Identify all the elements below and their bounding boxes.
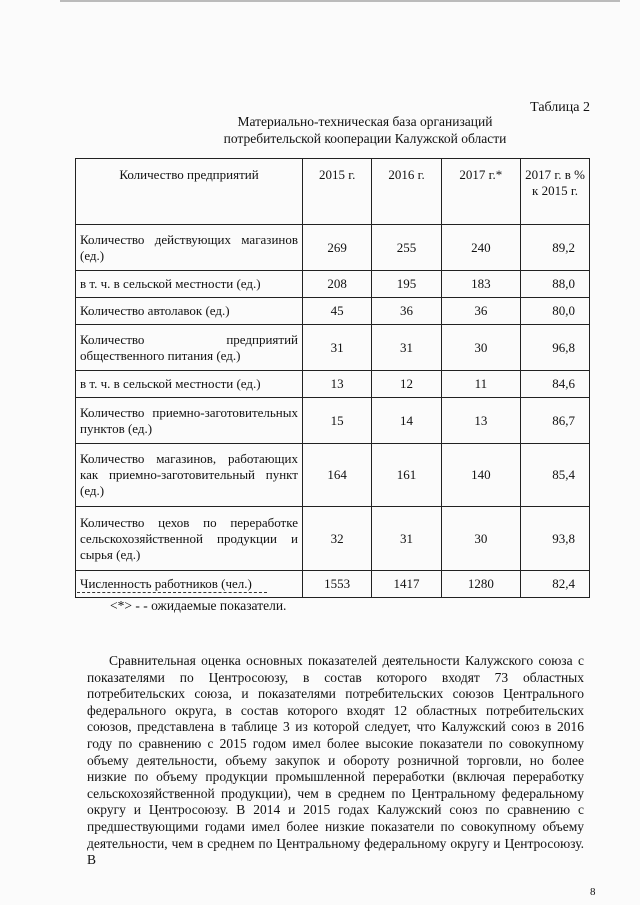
footnote-divider [77,592,267,593]
row-label: Численность работников (чел.) [76,571,303,598]
table-row [76,371,590,398]
value-2016: 31 [372,325,441,371]
value-2017: 13 [441,398,520,444]
value-2015: 13 [303,371,372,398]
value-2016: 36 [372,298,441,325]
table-row [76,571,590,598]
table-title-line: потребительской кооперации Калужской области [223,131,507,146]
row-label: Количество предприятий общественного питания (ед.) [76,325,303,371]
value-percent: 93,8 [521,507,590,571]
table-row [76,444,590,507]
row-label: в т. ч. в сельской местности (ед.) [76,271,303,298]
table-row [76,398,590,444]
value-2015: 269 [303,225,372,271]
value-percent: 82,4 [521,571,590,598]
value-2015: 45 [303,298,372,325]
table-row [76,507,590,571]
value-percent: 88,0 [521,271,590,298]
row-label: Количество автолавок (ед.) [76,298,303,325]
value-2017: 30 [441,325,520,371]
value-percent: 85,4 [521,444,590,507]
column-header-percent: 2017 г. в % к 2015 г. [521,159,590,225]
value-2015: 1553 [303,571,372,598]
table-header-row [76,159,590,225]
value-2017: 140 [441,444,520,507]
value-2016: 31 [372,507,441,571]
value-percent: 89,2 [521,225,590,271]
row-label: Количество цехов по переработке сельскохозяйственной продукции и сырья (ед.) [76,507,303,571]
value-2016: 161 [372,444,441,507]
top-border-line [60,0,620,2]
row-label: Количество магазинов, работающих как приемно-заготовительный пункт (ед.) [76,444,303,507]
value-2016: 1417 [372,571,441,598]
footnote: <*> - - ожидаемые показатели. [110,598,287,613]
table-row [76,298,590,325]
column-header-2016: 2016 г. [372,159,441,225]
table-number: Таблица 2 [530,100,590,115]
table-row [76,325,590,371]
table-title-line: Материально-техническая база организаций [237,114,493,129]
value-2015: 164 [303,444,372,507]
value-percent: 84,6 [521,371,590,398]
page-number: 8 [590,886,596,898]
value-2017: 1280 [441,571,520,598]
value-percent: 80,0 [521,298,590,325]
value-2015: 31 [303,325,372,371]
value-2016: 195 [372,271,441,298]
value-2017: 36 [441,298,520,325]
value-2016: 255 [372,225,441,271]
column-header-2017: 2017 г.* [441,159,520,225]
row-label: Количество действующих магазинов (ед.) [76,225,303,271]
value-2017: 11 [441,371,520,398]
table-row [76,225,590,271]
statistics-table [75,158,590,598]
value-2015: 15 [303,398,372,444]
value-2015: 208 [303,271,372,298]
value-2016: 14 [372,398,441,444]
table-title [0,113,640,147]
row-label: Количество приемно-заготовительных пунктов (ед.) [76,398,303,444]
body-paragraph: Сравнительная оценка основных показателей деятельности Калужского союза с показателями по Центросоюзу, в состав которого входят 73 областных потребительских союза, и показателями потребительских союзов Центрального федерального округа, в состав которого входят 12 областных потребительских союзов, представлена в таблице 3 из которой следует, что Калужский союз в 2016 году по сравнению с 2015 годом имел более высокие показатели по совокупному объему деятельности, объему закупок и обороту розничной торговли, но более низкие по объему продукции промышленной переработки (включая переработку сельскохозяйственной продукции), чем в среднем по Центральному федеральному округу и Центросоюзу. В 2014 и 2015 годах Калужский союз по сравнению с предшествующими годами имел более низкие показатели по совокупному объему деятельности, чем в среднем по Центральному федеральному округу и Центросоюзу. В [87,653,584,868]
column-header-2015: 2015 г. [303,159,372,225]
value-2016: 12 [372,371,441,398]
value-percent: 86,7 [521,398,590,444]
row-label: в т. ч. в сельской местности (ед.) [76,371,303,398]
value-2017: 183 [441,271,520,298]
value-2015: 32 [303,507,372,571]
table-row [76,271,590,298]
value-2017: 30 [441,507,520,571]
column-header-category: Количество предприятий [76,159,303,225]
value-percent: 96,8 [521,325,590,371]
value-2017: 240 [441,225,520,271]
